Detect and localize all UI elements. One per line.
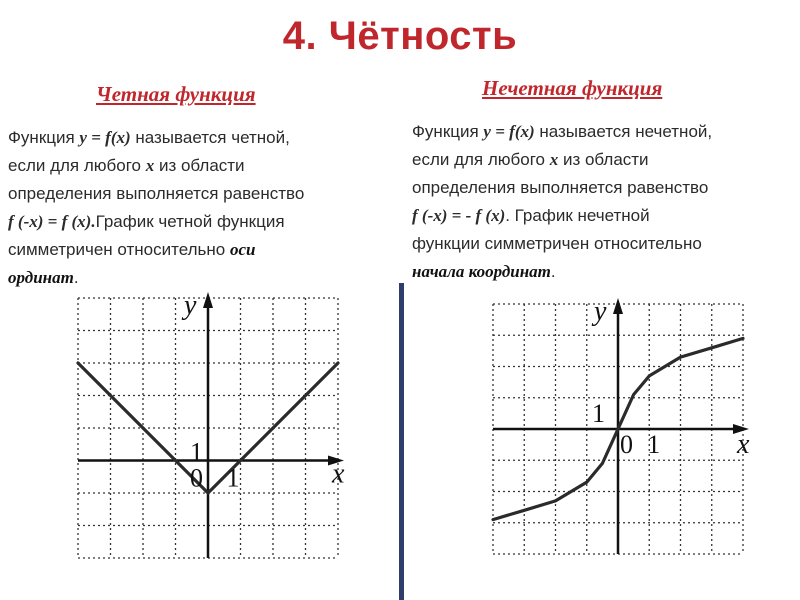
text: . График нечетной — [505, 206, 650, 225]
text: . — [73, 268, 79, 287]
y-axis-arrow — [613, 298, 623, 314]
formula: f (-x) = f (x). — [8, 212, 96, 231]
variable: x — [145, 156, 155, 175]
variable: x — [549, 150, 559, 169]
text: Функция — [8, 128, 80, 147]
text: Функция — [412, 122, 484, 141]
text: определения выполняется равенство — [412, 178, 709, 197]
x-tick-label: 1 — [647, 430, 661, 459]
even-function-definition — [8, 124, 368, 292]
text: если для любого — [412, 150, 550, 169]
even-function-heading: Четная функция — [96, 82, 256, 106]
text: называется четной, — [130, 128, 290, 147]
odd-function-graph — [493, 296, 750, 554]
y-axis-label: y — [184, 290, 197, 321]
text: если для любого — [8, 156, 146, 175]
origin-label: 0 — [620, 430, 633, 459]
x-axis-label: x — [737, 429, 750, 460]
y-axis-label: y — [594, 296, 607, 327]
odd-function-definition — [412, 118, 782, 286]
x-tick-label: 1 — [226, 463, 240, 493]
y-tick-label: 1 — [190, 437, 203, 467]
text: называется нечетной, — [534, 122, 713, 141]
formula: f (-x) = - f (x) — [412, 206, 506, 225]
formula: y = f(x) — [79, 128, 131, 147]
emphasis: оси — [229, 240, 256, 259]
text: из области — [154, 156, 245, 175]
text: . — [550, 262, 556, 281]
text: из области — [558, 150, 649, 169]
emphasis: ординат — [8, 268, 74, 287]
formula: y = f(x) — [483, 122, 535, 141]
column-divider — [399, 283, 404, 600]
y-axis-arrow — [203, 292, 213, 308]
x-axis-label: x — [332, 458, 345, 490]
text: функции симметричен относительно — [412, 234, 702, 253]
y-tick-label: 1 — [592, 398, 605, 428]
odd-function-heading: Нечетная функция — [482, 76, 663, 100]
text: определения выполняется равенство — [8, 184, 305, 203]
even-function-graph — [78, 290, 345, 560]
slide-title: 4. Чётность — [282, 14, 518, 58]
origin-label: 0 — [190, 463, 203, 493]
emphasis: начала координат — [412, 262, 551, 281]
text: График четной функция — [95, 212, 285, 231]
text: симметричен относительно — [8, 240, 230, 259]
